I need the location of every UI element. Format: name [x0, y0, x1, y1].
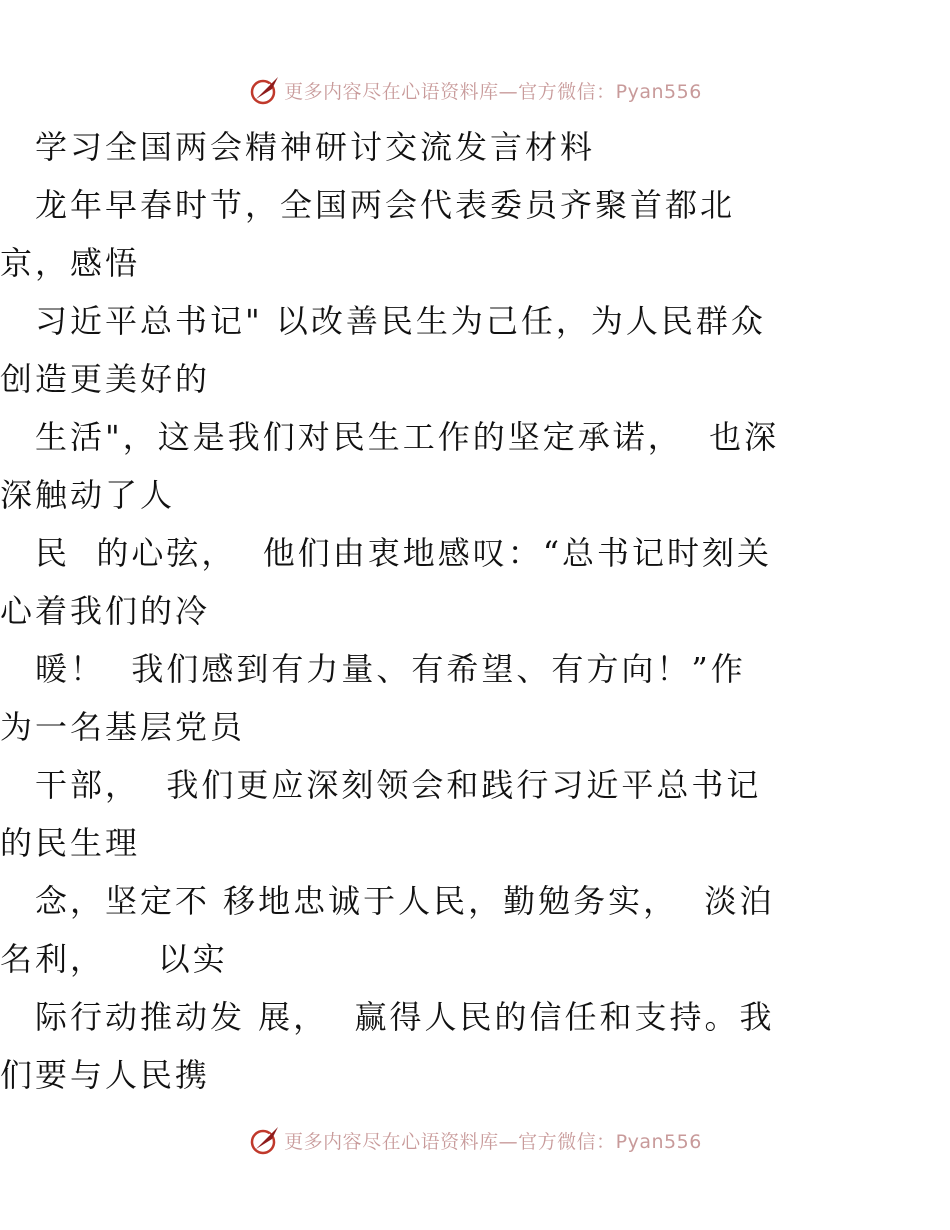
header-banner-text: 更多内容尽在心语资料库—官方微信：Pyan556	[284, 80, 702, 103]
doc-line: 心着我们的冷	[0, 592, 211, 630]
doc-line: 京，感悟	[0, 244, 141, 282]
header-banner	[0, 70, 950, 110]
doc-line: 念，坚定不 移地忠诚于人民，勤勉务实， 淡泊	[0, 882, 775, 920]
quill-logo-icon	[248, 1123, 282, 1157]
footer-banner	[0, 1120, 950, 1160]
doc-line: 学习全国两会精神研讨交流发言材料	[0, 128, 596, 166]
quill-logo-icon	[248, 73, 282, 107]
doc-line: 为一名基层党员	[0, 708, 246, 746]
doc-line: 名利， 以实	[0, 940, 228, 978]
doc-line: 深触动了人	[0, 476, 176, 514]
doc-line: 民 的心弦， 他们由衷地感叹：“总书记时刻关	[0, 534, 773, 572]
doc-line: 际行动推动发 展， 赢得人民的信任和支持。我	[0, 998, 775, 1036]
doc-line: 们要与人民携	[0, 1056, 211, 1094]
doc-line: 习近平总书记" 以改善民生为己任，为人民群众	[0, 302, 766, 340]
doc-line: 龙年早春时节，全国两会代表委员齐聚首都北	[0, 186, 736, 224]
doc-line: 生活"，这是我们对民生工作的坚定承诺， 也深	[0, 418, 780, 456]
doc-line: 暖！ 我们感到有力量、有希望、有方向！”作	[0, 650, 746, 688]
doc-line: 的民生理	[0, 824, 141, 862]
doc-line: 创造更美好的	[0, 360, 211, 398]
doc-line: 干部， 我们更应深刻领会和践行习近平总书记	[0, 766, 762, 804]
footer-banner-text: 更多内容尽在心语资料库—官方微信：Pyan556	[284, 1130, 702, 1153]
